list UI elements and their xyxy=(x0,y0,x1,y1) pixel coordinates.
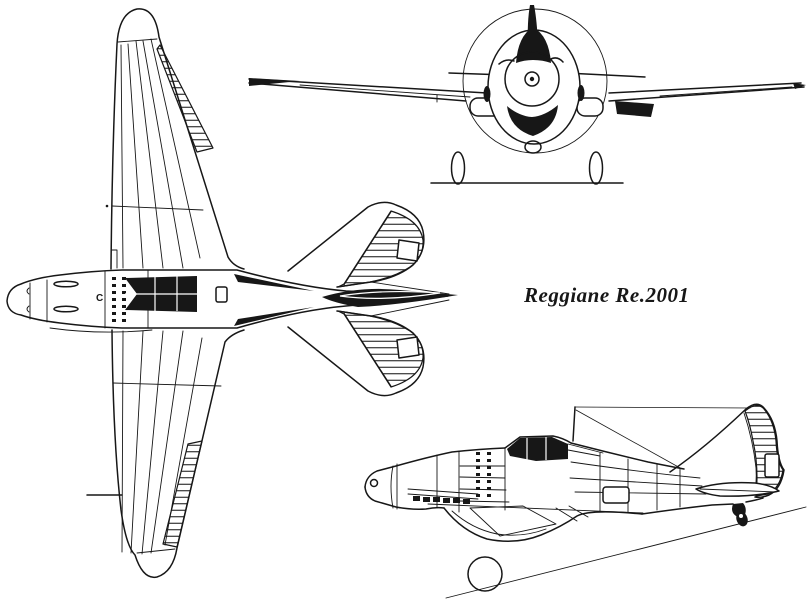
right-wing-flap-line xyxy=(660,87,792,96)
spinner-hub-hole xyxy=(371,480,378,487)
rudder-trim-tab xyxy=(765,454,779,477)
side-wing-and-belly xyxy=(428,504,643,541)
access-panel xyxy=(603,487,629,503)
exhaust-stubs-side xyxy=(413,496,470,504)
wing-dot xyxy=(106,205,109,208)
front-view xyxy=(249,5,806,184)
aileron-right-hatched xyxy=(157,45,213,152)
main-wheel-side xyxy=(468,557,502,591)
main-wheel-front-left xyxy=(452,152,465,184)
spinner-base-line xyxy=(391,464,397,509)
right-wing-front xyxy=(609,83,804,101)
right-wingtip-solid xyxy=(793,83,806,89)
fuselage-hatch xyxy=(216,287,227,302)
tail-cone-bottom xyxy=(746,498,763,502)
plan-wing-right-outline xyxy=(111,9,244,269)
fuselage-top-line xyxy=(365,448,505,487)
prop-hub-dot xyxy=(530,77,534,81)
aileron-left-hatched xyxy=(163,441,202,547)
exhaust-stub-left xyxy=(484,86,491,102)
trim-tab-left xyxy=(397,337,419,358)
front-gear xyxy=(431,152,623,184)
fuselage-marking: C xyxy=(96,293,104,304)
side-tail xyxy=(642,404,784,528)
side-fuselage xyxy=(365,407,750,512)
exhaust-stub-right xyxy=(578,85,585,101)
front-cowling xyxy=(484,5,585,153)
ground-line-side xyxy=(446,507,806,598)
ammo-chute-ticks xyxy=(476,452,491,497)
wheel-cover-panel xyxy=(470,506,556,536)
fuselage-spine-line xyxy=(571,443,684,469)
belly-inner-line xyxy=(452,511,546,535)
side-view xyxy=(365,404,806,598)
tailwheel-hub xyxy=(739,514,743,518)
wing-belly-outline xyxy=(444,508,642,541)
rear-fuselage-bottom xyxy=(642,504,733,514)
rib-lines-left-wing xyxy=(122,331,202,554)
rib-lines-right-wing xyxy=(121,39,200,268)
trim-tab-right xyxy=(397,240,419,261)
antenna-mast xyxy=(573,407,575,441)
caption-aircraft-name: Reggiane Re.2001 xyxy=(524,283,690,307)
antenna-wires xyxy=(575,407,750,469)
radiator-block xyxy=(615,101,654,117)
main-wheel-front-right xyxy=(590,152,603,184)
